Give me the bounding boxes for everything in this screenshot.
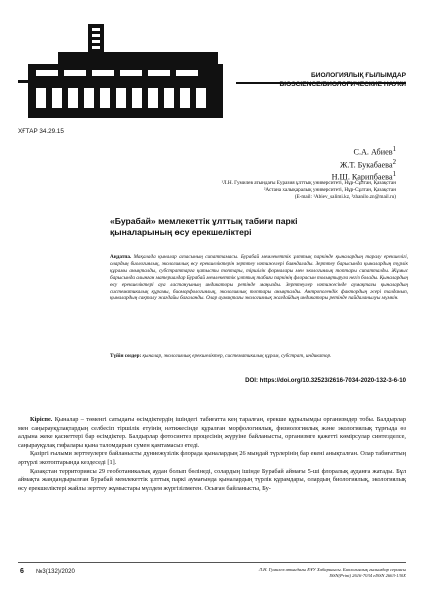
author-3: Н.Ш. Карипбаева$^1$ xyxy=(331,171,396,183)
keywords-label: Түйін сөздер: xyxy=(110,353,142,359)
affiliation-email: (E-mail: ¹Abiev_salimi.kz, ²zhanilo.zn@mail.ru) xyxy=(294,193,396,200)
udc-code: ХҒТАР 34.29.15 xyxy=(18,128,64,135)
footer-rule xyxy=(18,562,406,563)
abstract-label: Аңдатпа. xyxy=(110,254,132,260)
keywords-text: қыналар, экологиялық ерекшеліктер, систематикалық құрам, субстрат, индикатор. xyxy=(142,353,332,359)
intro-label: Кіріспе. xyxy=(30,416,53,423)
university-building-logo xyxy=(18,22,223,118)
title-line-1: «Бурабай» мемлекеттік ұлттық табиғи паркі xyxy=(110,216,298,226)
doi-link[interactable]: DOI: https://doi.org/10.32523/2616-7034-2020-132-3-6-10 xyxy=(245,377,406,384)
title-line-2: қыналарының өсу ерекшеліктері xyxy=(110,227,252,237)
body-paragraph-1: Кіріспе. Қыналар – төменгі сатыдағы өсімдіктердің ішіндегі табиғатта кең таралған, ерекше құрылымды организмдер тобы. Балдырлар мен саңырауқұлақтардың селбесіп тіршілік етуінің нәтижесінде құралған морфологиялық, физиологиялық және экологиялық тұрғыда өз алдына жеке қасиеттері бар өсімдіктер. Балдырлар фотосинтез процесінің жүруіне байланысты, организмге қажетті көмірсулар синтезделсе, саңырауқұлақ гифалары қына таломдарын сумен қамтамасыз етеді. xyxy=(18,416,406,449)
author-1: С.А. Абиев$^1$ xyxy=(353,146,396,157)
series-line-2: BIOSCIENCE/БИОЛОГИЧЕСКИЕ НАУКИ xyxy=(279,80,406,88)
series-line-1: БИОЛОГИЯЛЫҚ ҒЫЛЫМДАР xyxy=(311,72,406,79)
article-body xyxy=(18,416,406,493)
page-number: 6 xyxy=(20,568,24,575)
issue-number: №3(132)/2020 xyxy=(36,569,75,575)
body-paragraph-2: Қазіргі ғылыми зерттеулерге байланысты дүниежүзілік флорада қыналардың 26 мыңдай түрлерінің бар екені анықталған. Олар табиғаттың әртүрлі экотоптарында кездеседі [1]. xyxy=(18,450,406,466)
affiliation-1: ¹Л.Н. Гумилев атындағы Еуразия ұлттық университеті, Нұр-Сұлтан, Қазақстан xyxy=(221,180,396,186)
author-list xyxy=(332,145,396,183)
journal-line-1: Л.Н. Гумилев атындағы ЕҰУ Хабаршысы. Биологиялық ғылымдар сериясы xyxy=(258,567,406,572)
author-2: Ж.Т. Букабаева$^2$ xyxy=(340,158,396,170)
abstract xyxy=(110,254,408,302)
keywords xyxy=(110,353,408,360)
abstract-text: Мақалада қыналар ағзасының сипаттамасы. Бурабай мемлекеттік ұлттық паркінде қыналардың таралу ерекшелігі, олардың биологиялық, экологиялық өсу ерекшеліктерін зерттеу нәтижелері баяндалады. Зерттеу барысында қыналардың түрлік құрамы анықталды, субстраттарға қатысты топтары, тіршілік формалары мен экологиялық топтары сипатталды. Жұмыс барысында алынған материалдар Бурабай мемлекеттік ұлттық табиғи паркінің флорасын толықтыруға негіз болады. Қыналардың өсу ерекшеліктері ауа ластануының индикаторы ретінде маңызды. Зерттеулер нәтижесінде аумақтағы қыналардың систематикалық құрамы, биоморфологиялық, экологиялық топтары анықталды. Антропогендік фактордың әсері талданып, қыналардың сақталу жағдайы бағаланды. Олар аумақтағы экологиялық жағдайдың индикаторы ретінде пайдаланылуы мүмкін. xyxy=(110,254,409,302)
affiliation-2: ²Астана халықаралық университеті, Нұр-Сұлтан, Қазақстан xyxy=(263,186,396,193)
body-paragraph-3: Қазақстан территориясы 29 геоботаникалық аудан болып бөлінеді, солардың ішінде Бурабай аймағы 5-ші флоралық ауданға жатады. Бұл аймақта жандандырылған Бурабай мемлекеттік ұлттық паркі аумағында қыналардың түрлік құрамдары, олардың биологиялық, экологиялық өсу ерекшеліктері жайлы зерттеу жұмыстары мүлдем жүргізілмеген. Осыған байланысты, Бу- xyxy=(18,467,406,492)
journal-info xyxy=(259,567,406,579)
journal-series xyxy=(280,72,406,89)
article-title xyxy=(110,216,370,238)
journal-line-2: ISSN(Print) 2616-7034 eISSN 2663-130X xyxy=(329,573,406,578)
affiliations xyxy=(221,180,396,200)
